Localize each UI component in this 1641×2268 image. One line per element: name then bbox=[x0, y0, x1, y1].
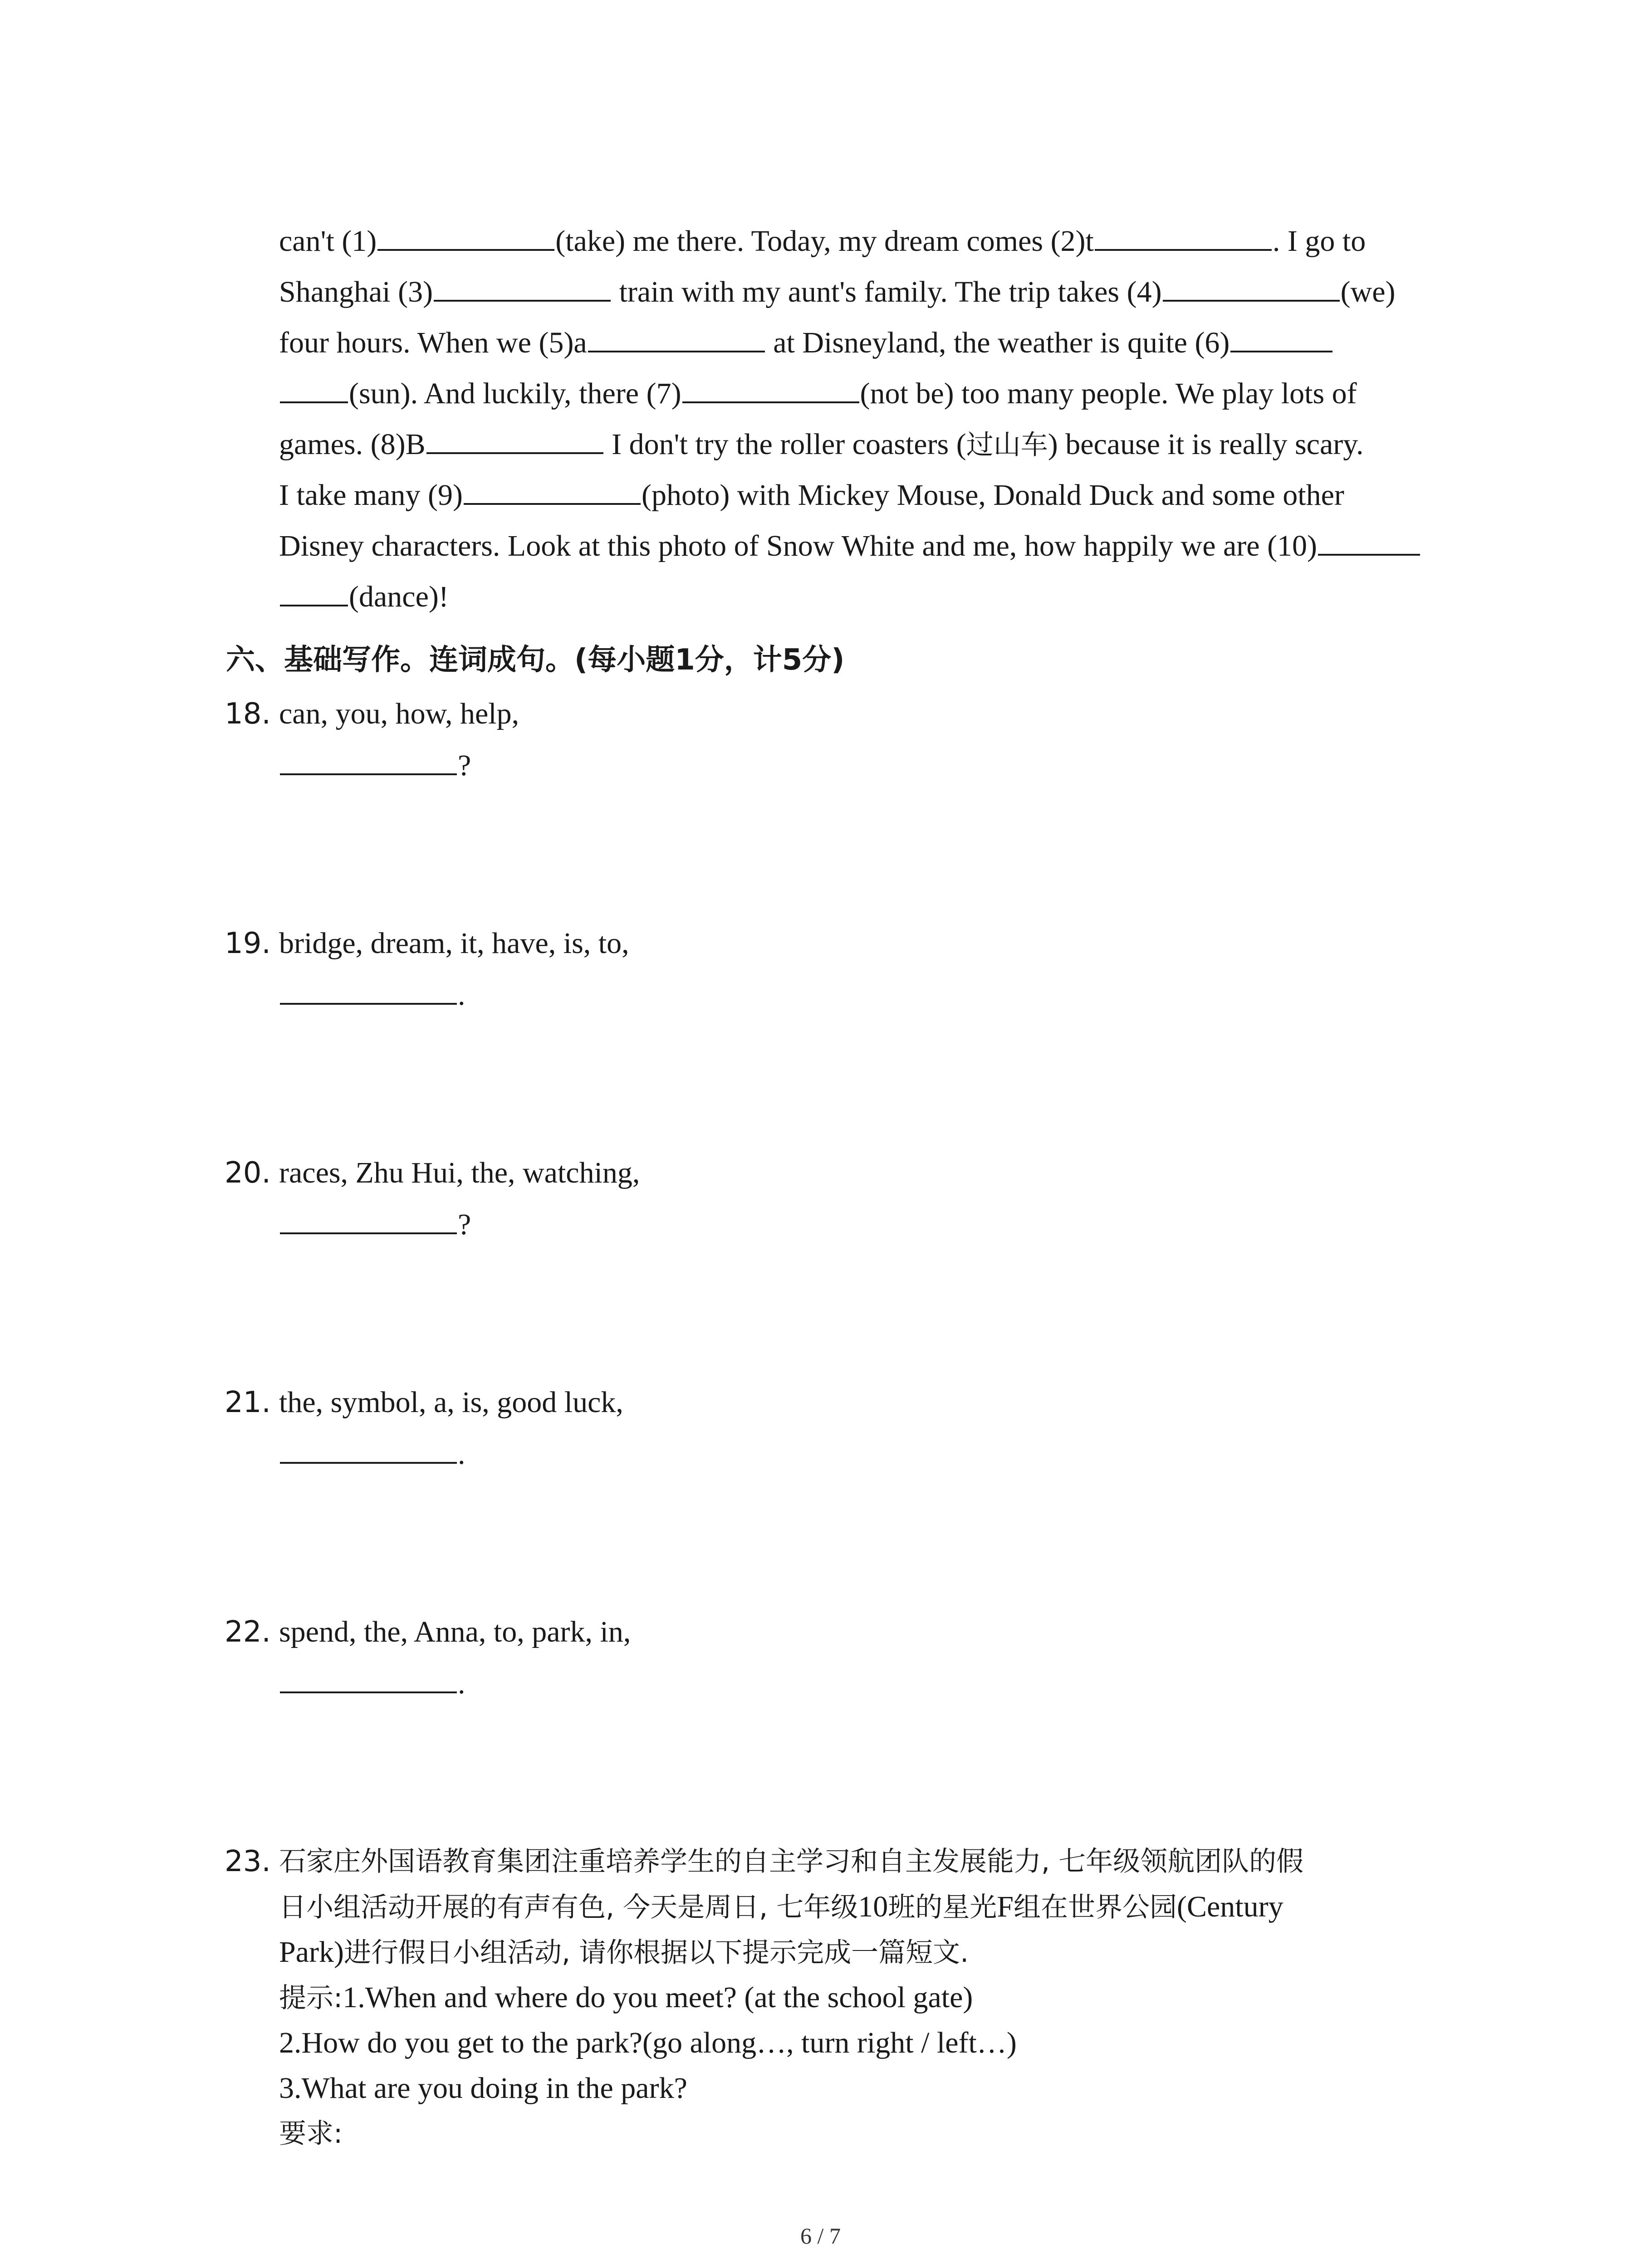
answer-punctuation: . bbox=[458, 1437, 465, 1471]
passage-text: (dance)! bbox=[349, 580, 449, 613]
passage-line-6 bbox=[279, 470, 1344, 521]
q23-text: 日小组活动开展的有声有色, 今天是周日, 七年级 bbox=[279, 1892, 858, 1923]
question-number: 19. bbox=[225, 927, 271, 960]
question-number: 23. bbox=[225, 1845, 271, 1878]
q23-hint-2: 2.How do you get to the park?(go along…, turn right / left…) bbox=[279, 2026, 1017, 2059]
passage-text: I take many (9) bbox=[279, 479, 463, 512]
question-number: 20. bbox=[225, 1156, 271, 1190]
answer-blank[interactable] bbox=[280, 1662, 457, 1693]
passage-text: Disney characters. Look at this photo of Snow White and me, how happily we are (10) bbox=[279, 529, 1318, 562]
q23-line-2 bbox=[279, 1882, 1283, 1932]
q23-text: (Century bbox=[1177, 1890, 1283, 1923]
blank-2[interactable] bbox=[1095, 219, 1272, 251]
section-heading: 六、基础写作。连词成句。(每小题1分，计5分) bbox=[226, 643, 845, 677]
answer-punctuation: . bbox=[458, 978, 465, 1012]
passage-text: at Disneyland, the weather is quite (6) bbox=[765, 326, 1230, 359]
hint-text: 1.When and where do you meet? (at the school gate) bbox=[343, 1981, 973, 2014]
blank-10a[interactable] bbox=[1318, 524, 1420, 556]
q23-text: 组在世界公园 bbox=[1014, 1892, 1177, 1923]
blank-6b[interactable] bbox=[280, 371, 348, 403]
question-words: the, symbol, a, is, good luck, bbox=[279, 1386, 623, 1419]
answer-punctuation: ? bbox=[458, 1208, 471, 1241]
passage-text: (photo) with Mickey Mouse, Donald Duck and some other bbox=[642, 479, 1344, 512]
passage-text: (take) me there. Today, my dream comes (2)t bbox=[555, 225, 1094, 258]
q23-hint-1 bbox=[279, 1972, 973, 2023]
q23-text: F bbox=[997, 1890, 1014, 1923]
answer-blank[interactable] bbox=[280, 973, 457, 1005]
q23-text: 进行假日小组活动, 请你根据以下提示完成一篇短文. bbox=[343, 1937, 969, 1969]
answer-line bbox=[279, 1429, 465, 1480]
passage-text: . I go to bbox=[1272, 225, 1366, 258]
passage-line-8 bbox=[279, 572, 449, 622]
blank-6a[interactable] bbox=[1230, 321, 1332, 352]
q23-hint-3: 3.What are you doing in the park? bbox=[279, 2072, 687, 2105]
passage-chinese-note: 过山车 bbox=[966, 429, 1048, 461]
blank-8[interactable] bbox=[426, 422, 603, 454]
question-number: 22. bbox=[225, 1615, 271, 1649]
answer-line bbox=[279, 1658, 465, 1709]
answer-blank[interactable] bbox=[280, 1432, 457, 1464]
q23-text: Park) bbox=[279, 1936, 344, 1969]
question-words: can, you, how, help, bbox=[279, 697, 519, 730]
blank-7[interactable] bbox=[682, 371, 859, 403]
passage-line-7 bbox=[279, 521, 1421, 572]
question-words: bridge, dream, it, have, is, to, bbox=[279, 927, 629, 960]
answer-line bbox=[279, 1199, 471, 1250]
answer-line bbox=[279, 970, 465, 1021]
answer-blank[interactable] bbox=[280, 1202, 457, 1234]
passage-text: (not be) too many people. We play lots of bbox=[860, 377, 1357, 410]
q23-line-1: 石家庄外国语教育集团注重培养学生的自主学习和自主发展能力, 七年级领航团队的假 bbox=[279, 1846, 1304, 1877]
q23-text: 10 bbox=[858, 1890, 888, 1923]
passage-line-2 bbox=[279, 267, 1395, 318]
blank-10b[interactable] bbox=[280, 575, 348, 606]
q23-requirements-label: 要求: bbox=[279, 2118, 343, 2150]
blank-9[interactable] bbox=[464, 473, 641, 505]
answer-punctuation: ? bbox=[458, 749, 471, 782]
passage-line-1 bbox=[279, 216, 1366, 267]
question-number: 18. bbox=[225, 697, 271, 731]
passage-text: can't (1) bbox=[279, 225, 377, 258]
q23-text: 班的星光 bbox=[888, 1892, 997, 1923]
blank-3[interactable] bbox=[434, 270, 611, 302]
passage-text: I don't try the roller coasters ( bbox=[604, 428, 966, 461]
answer-punctuation: . bbox=[458, 1667, 465, 1700]
page-number: 6 / 7 bbox=[800, 2223, 841, 2248]
passage-line-4 bbox=[279, 368, 1357, 419]
question-words: races, Zhu Hui, the, watching, bbox=[279, 1156, 640, 1189]
passage-text: (sun). And luckily, there (7) bbox=[349, 377, 681, 410]
passage-text: ) because it is really scary. bbox=[1048, 428, 1364, 461]
passage-text: train with my aunt's family. The trip takes (4) bbox=[612, 275, 1162, 308]
passage-line-5 bbox=[279, 419, 1363, 470]
passage-text: Shanghai (3) bbox=[279, 275, 433, 308]
passage-text: games. (8)B bbox=[279, 428, 426, 461]
passage-text: (we) bbox=[1340, 275, 1396, 308]
blank-5[interactable] bbox=[588, 321, 765, 352]
hint-label: 提示: bbox=[279, 1982, 343, 2014]
answer-line bbox=[279, 740, 471, 791]
blank-4[interactable] bbox=[1163, 270, 1340, 302]
answer-blank[interactable] bbox=[280, 743, 457, 775]
passage-line-3 bbox=[279, 318, 1333, 368]
q23-line-3 bbox=[279, 1927, 969, 1978]
question-words: spend, the, Anna, to, park, in, bbox=[279, 1615, 631, 1648]
blank-1[interactable] bbox=[377, 219, 554, 251]
passage-text: four hours. When we (5)a bbox=[279, 326, 587, 359]
question-number: 21. bbox=[225, 1386, 271, 1419]
